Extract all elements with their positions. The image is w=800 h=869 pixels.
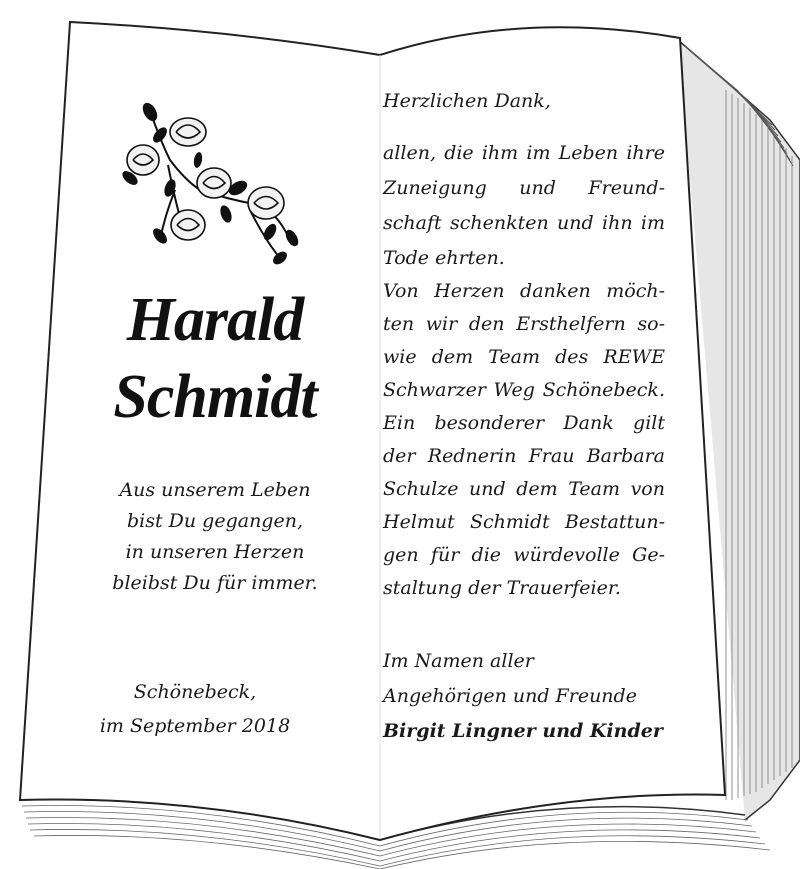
body-line: allen, die ihm im Leben ihre xyxy=(383,142,665,164)
verse-line: Aus unserem Leben xyxy=(119,479,311,501)
body-line: schaft schenkten und ihn im xyxy=(383,212,665,234)
body-line: Zuneigung und Freund- xyxy=(383,177,665,199)
closing-line: Angehörigen und Freunde xyxy=(383,685,637,707)
body-line: Ein besonderer Dank gilt xyxy=(383,412,665,434)
date: im September 2018 xyxy=(99,715,291,737)
verse-line: in unseren Herzen xyxy=(125,541,305,563)
verse-line: bist Du gegangen, xyxy=(127,510,303,532)
body-line: Helmut Schmidt Bestattun- xyxy=(383,511,665,533)
body-line: Von Herzen danken möch- xyxy=(383,280,665,302)
body-line: staltung der Trauerfeier. xyxy=(383,577,621,599)
body-line: ten wir den Ersthelfern so- xyxy=(383,313,665,335)
closing-line: Im Namen aller xyxy=(383,650,534,672)
verse-line: bleibst Du für immer. xyxy=(112,572,318,594)
place: Schönebeck, xyxy=(133,681,257,703)
deceased-last-name: Schmidt xyxy=(113,363,317,431)
place-date xyxy=(85,675,305,743)
body-line: Schulze und dem Team von xyxy=(383,478,665,500)
body-line: gen für die würdevolle Ge- xyxy=(383,544,665,566)
deceased-first-name: Harald xyxy=(126,286,304,354)
signature: Birgit Lingner und Kinder xyxy=(383,720,663,742)
memorial-verse xyxy=(95,475,335,599)
body-line: der Rednerin Frau Barbara xyxy=(383,445,665,467)
greeting: Herzlichen Dank, xyxy=(383,90,551,112)
body-line: Schwarzer Weg Schönebeck. xyxy=(383,379,665,401)
body-line: Tode ehrten. xyxy=(383,247,505,269)
body-line: wie dem Team des REWE xyxy=(383,346,665,368)
